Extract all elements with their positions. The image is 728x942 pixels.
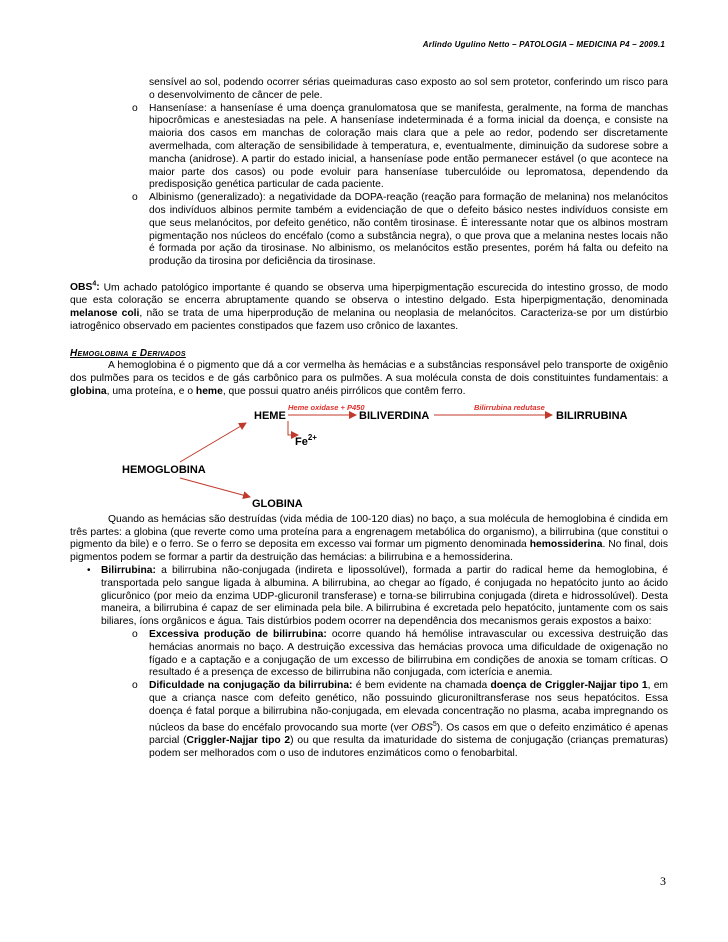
page-number: 3	[660, 874, 666, 888]
arrow-hemoglobina-heme	[180, 423, 246, 462]
obs4-label: OBS$^4$:	[70, 280, 100, 294]
obs4-paragraph: OBS$^4$: Um achado patológico importante é quando se observa uma hiperpigmentação escurecida do intestino grosso, de modo que esta coloração se encerra abruptamente quando se observa o intestino delgado. Esta hiperpigmentação, denominada melanose coli, não se trata de uma hiperprodução de melanina ou neoplasia de melanócitos. Caracteriza-se por um distúrbio iatrogênico observado em pacientes constipados que fazem uso crônico de laxantes.	[70, 280, 669, 332]
albinismo-text: Albinismo (generalizado): a negatividade da DOPA-reação (reação para formação de melanina) nos melanócitos dos indivíduos albinos permite também a evidenciação de que o defeito básico nestes indivíduos consiste em que seus melanócitos, por defeito genético, não contêm tirosinase. É interessante notar que os albinos mostram pigmentação nos núcleos do encéfalo (como a substância negra), o que prova que a melanina nestes locais não é formada por ação da tirosinase. No albinismo, os melanócitos estão presentes, porém há falta ou defeito na produção da tirosina por deficiência da tirosinase.	[149, 192, 668, 268]
running-header: Arlindo Ugulino Netto – PATOLOGIA – MEDICINA P4 – 2009.1	[422, 40, 665, 49]
destruction-paragraph: Quando as hemácias são destruídas (vida média de 100-120 dias) no baço, a sua molécula de hemoglobina é cindida em três partes: a globina (que reverte como uma proteína para a engrenagem metabólica do organismo), a bilirrubina (que constitui o pigmento da bile) e o ferro. Se o ferro se deposita em excesso vai formar um pigmento denominada hemossiderina. No final, dois pigmentos podem se formar a partir da destruição das hemácias: a bilirrubina e a hemossiderina.	[70, 513, 668, 564]
enzyme-label-2: Bilirrubina redutase	[474, 402, 545, 412]
hemoglobin-diagram	[70, 401, 668, 508]
section-heading	[70, 348, 668, 361]
list-item-albinismo	[70, 192, 668, 269]
circle-bullet-icon: o	[132, 628, 138, 640]
heme-label: HEME	[254, 409, 286, 422]
albinism-continuation: sensível ao sol, podendo ocorrer sérias queimaduras caso exposto ao sol sem protetor, conferindo um risco para o desenvolvimento de câncer de pele.	[149, 77, 668, 101]
list-item-bilirrubina: • Bilirrubina: a bilirrubina não-conjugada (indireta e lipossolúvel), formada a partir do radical heme da hemoglobina, é transportada pelo sangue ligada à albumina. A bilirrubina, ao chegar ao fígado, é conjugada no hepatócito junto ao ácido glicurônico (por meio da enzima UDP-glicuronil transferase) e torna-se bilirrubina conjugada (direta e hidrossolúvel). Desta maneira, a bilirrubina é capaz de ser eliminada pela bile. A bilirrubina é excretada pelo hepatócito, juntamente com os sais biliares, íons orgânicos e água. Tais distúrbios podem ocorrer na dependência dos mecanismos gerais expostos a baixo:	[87, 564, 668, 628]
list-item-dificuldade: o Dificuldade na conjugação da bilirrubina: é bem evidente na chamada doença de Criggler-Najjar tipo 1, em que a criança nasce com defeito genético, não possuindo glicuroniltransferase nos seus hepatócitos. Essa doença é fatal porque a bilirrubina não-conjugada, em elevada concentração no plasma, acaba impregnando os núcleos da base do encéfalo provocando sua morte (ver OBS$^5$). Os casos em que o defeito enzimático é apenas parcial (Criggler-Najjar tipo 2) ou que resulta da imaturidade do sistema de conjugação (crianças prematuras) podem ser melhorados com o uso de indutores enzimáticos como o fenobarbital.	[132, 680, 669, 759]
page-body	[70, 77, 668, 760]
circle-bullet-icon: o	[132, 680, 138, 692]
enzyme-label-1: Heme oxidase + P450	[288, 402, 365, 412]
list-item-excessiva: o Excessiva produção de bilirrubina: ocorre quando há hemólise intravascular ou excessiva destruição das hemácias anormais no baço. A destruição excessiva das hemácias provoca uma dificuldade de oxigenação no fígado e a captação e a conjugação de um excesso de bilirrubina em condições de anoxia se tomam críticas. O resultado é a presença de excesso de bilirrubina não conjugada, com icterícia e anemia.	[132, 628, 668, 679]
arrow-heme-fe	[288, 421, 298, 435]
circle-bullet-icon: o	[132, 192, 138, 204]
diagram-svg	[70, 401, 668, 508]
arrow-hemoglobina-globina	[180, 478, 250, 497]
hemoglobina-label: HEMOGLOBINA	[122, 463, 206, 476]
dot-bullet-icon: •	[87, 564, 91, 576]
list-item-hanseniase	[70, 103, 668, 193]
fe-label: $Fe^{2+}$	[295, 432, 317, 448]
section-title: Hemoglobina e Derivados	[70, 347, 186, 359]
bilirrubina-label: BILIRRUBINA	[556, 409, 628, 422]
globina-label: GLOBINA	[252, 497, 303, 508]
biliverdina-label: BILIVERDINA	[359, 409, 430, 422]
circle-bullet-icon: o	[132, 102, 138, 114]
hemoglobin-paragraph: A hemoglobina é o pigmento que dá a cor vermelha às hemácias e a substâncias responsável pelo transporte de oxigênio dos pulmões para os tecidos e de gás carbônico para os pulmões. A sua molécula consta de dois constituintes fundamentais: a globina, uma proteína, e o heme, que possui quatro anéis pirrólicos que contêm ferro.	[70, 360, 668, 397]
hanseniase-text: Hanseníase: a hanseníase é uma doença granulomatosa que se manifesta, geralmente, na forma de manchas hipocrômicas e anestesiadas na pele. A hanseníase indeterminada é a forma inicial da doença, e consiste na maioria dos casos em manchas de coloração mais clara que a pele ao redor, podendo ser discretamente avermelhada, com alteração de sensibilidade à temperatura, e, eventualmente, diminuição da sudorese sobre a mancha (anidrose). A partir do estado inicial, a hanseníase pode então permanecer estável (o que acontece na maior parte dos casos) ou pode evoluir para hanseníase tuberculóide ou lepromatosa, dependendo da predisposição genética particular de cada paciente.	[149, 102, 668, 191]
